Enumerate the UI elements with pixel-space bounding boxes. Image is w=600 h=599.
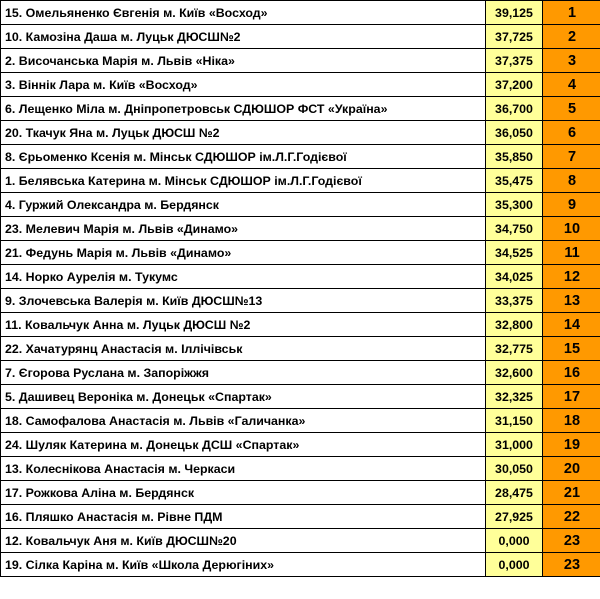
participant-cell: 6. Лещенко Міла м. Дніпропетровськ СДЮШОР ФСТ «Україна»	[1, 97, 486, 121]
rank-cell: 23	[543, 553, 600, 577]
participant-cell: 22. Хачатурянц Анастасія м. Іллічівськ	[1, 337, 486, 361]
participant-cell: 19. Сілка Каріна м. Київ «Школа Дерюгіних»	[1, 553, 486, 577]
score-cell: 36,050	[486, 121, 543, 145]
participant-cell: 11. Ковальчук Анна м. Луцьк ДЮСШ №2	[1, 313, 486, 337]
results-table-body	[1, 1, 600, 577]
score-cell: 31,000	[486, 433, 543, 457]
score-cell: 37,725	[486, 25, 543, 49]
score-cell: 32,600	[486, 361, 543, 385]
table-row	[1, 265, 600, 289]
rank-cell: 23	[543, 529, 600, 553]
score-cell: 39,125	[486, 1, 543, 25]
score-cell: 0,000	[486, 553, 543, 577]
table-row	[1, 1, 600, 25]
rank-cell: 16	[543, 361, 600, 385]
rank-cell: 5	[543, 97, 600, 121]
score-cell: 37,375	[486, 49, 543, 73]
rank-cell: 2	[543, 25, 600, 49]
table-row	[1, 553, 600, 577]
table-row	[1, 481, 600, 505]
score-cell: 0,000	[486, 529, 543, 553]
table-row	[1, 385, 600, 409]
participant-cell: 5. Дашивец Вероніка м. Донецьк «Спартак»	[1, 385, 486, 409]
score-cell: 32,775	[486, 337, 543, 361]
table-row	[1, 73, 600, 97]
score-cell: 34,750	[486, 217, 543, 241]
score-cell: 31,150	[486, 409, 543, 433]
score-cell: 36,700	[486, 97, 543, 121]
table-row	[1, 289, 600, 313]
table-row	[1, 193, 600, 217]
participant-cell: 10. Камозіна Даша м. Луцьк ДЮСШ№2	[1, 25, 486, 49]
participant-cell: 17. Рожкова Аліна м. Бердянск	[1, 481, 486, 505]
table-row	[1, 25, 600, 49]
table-row	[1, 49, 600, 73]
score-cell: 32,800	[486, 313, 543, 337]
rank-cell: 13	[543, 289, 600, 313]
participant-cell: 14. Норко Аурелія м. Тукумс	[1, 265, 486, 289]
table-row	[1, 145, 600, 169]
rank-cell: 18	[543, 409, 600, 433]
rank-cell: 20	[543, 457, 600, 481]
table-row	[1, 457, 600, 481]
score-cell: 35,850	[486, 145, 543, 169]
table-row	[1, 313, 600, 337]
score-cell: 35,300	[486, 193, 543, 217]
participant-cell: 18. Самофалова Анастасія м. Львів «Галичанка»	[1, 409, 486, 433]
participant-cell: 4. Гуржий Олександра м. Бердянск	[1, 193, 486, 217]
participant-cell: 8. Єрьоменко Ксенія м. Мінськ СДЮШОР ім.Л.Г.Годієвої	[1, 145, 486, 169]
table-row	[1, 121, 600, 145]
participant-cell: 15. Омельяненко Євгенія м. Київ «Восход»	[1, 1, 486, 25]
score-cell: 34,525	[486, 241, 543, 265]
rank-cell: 1	[543, 1, 600, 25]
score-cell: 30,050	[486, 457, 543, 481]
rank-cell: 11	[543, 241, 600, 265]
rank-cell: 14	[543, 313, 600, 337]
participant-cell: 12. Ковальчук Аня м. Київ ДЮСШ№20	[1, 529, 486, 553]
table-row	[1, 433, 600, 457]
score-cell: 34,025	[486, 265, 543, 289]
table-row	[1, 97, 600, 121]
participant-cell: 7. Єгорова Руслана м. Запоріжжя	[1, 361, 486, 385]
participant-cell: 24. Шуляк Катерина м. Донецьк ДСШ «Спартак»	[1, 433, 486, 457]
table-row	[1, 529, 600, 553]
rank-cell: 9	[543, 193, 600, 217]
participant-cell: 16. Пляшко Анастасія м. Рівне ПДМ	[1, 505, 486, 529]
participant-cell: 2. Височанська Марія м. Львів «Ніка»	[1, 49, 486, 73]
rank-cell: 4	[543, 73, 600, 97]
rank-cell: 8	[543, 169, 600, 193]
score-cell: 28,475	[486, 481, 543, 505]
table-row	[1, 169, 600, 193]
rank-cell: 19	[543, 433, 600, 457]
table-row	[1, 361, 600, 385]
rank-cell: 12	[543, 265, 600, 289]
rank-cell: 17	[543, 385, 600, 409]
rank-cell: 22	[543, 505, 600, 529]
participant-cell: 23. Мелевич Марія м. Львів «Динамо»	[1, 217, 486, 241]
rank-cell: 6	[543, 121, 600, 145]
score-cell: 33,375	[486, 289, 543, 313]
score-cell: 35,475	[486, 169, 543, 193]
table-row	[1, 241, 600, 265]
participant-cell: 1. Белявська Катерина м. Мінськ СДЮШОР ім.Л.Г.Годієвої	[1, 169, 486, 193]
rank-cell: 10	[543, 217, 600, 241]
score-cell: 37,200	[486, 73, 543, 97]
participant-cell: 9. Злочевська Валерія м. Київ ДЮСШ№13	[1, 289, 486, 313]
score-cell: 32,325	[486, 385, 543, 409]
rank-cell: 7	[543, 145, 600, 169]
table-row	[1, 505, 600, 529]
rank-cell: 21	[543, 481, 600, 505]
table-row	[1, 409, 600, 433]
participant-cell: 20. Ткачук Яна м. Луцьк ДЮСШ №2	[1, 121, 486, 145]
score-cell: 27,925	[486, 505, 543, 529]
participant-cell: 13. Колеснікова Анастасія м. Черкаси	[1, 457, 486, 481]
rank-cell: 3	[543, 49, 600, 73]
table-row	[1, 337, 600, 361]
table-row	[1, 217, 600, 241]
participant-cell: 21. Федунь Марія м. Львів «Динамо»	[1, 241, 486, 265]
participant-cell: 3. Віннік Лара м. Київ «Восход»	[1, 73, 486, 97]
rank-cell: 15	[543, 337, 600, 361]
